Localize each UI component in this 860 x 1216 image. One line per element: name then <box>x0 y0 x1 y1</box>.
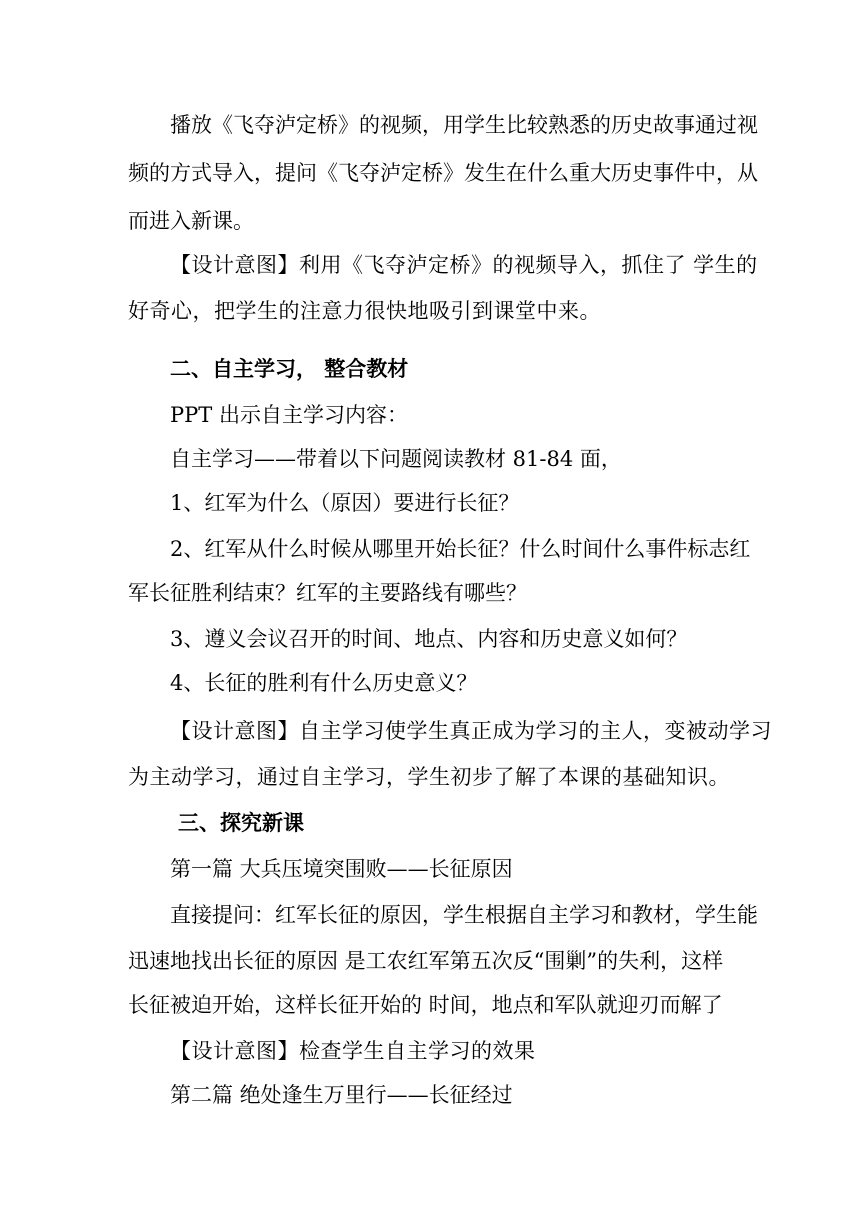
design-intent-1-line-1: 【设计意图】利用《飞夺泸定桥》的视频导入，抓住了 学生的 <box>170 253 758 277</box>
question-4: 4、长征的胜利有什么历史意义？ <box>170 671 478 695</box>
intro-line-3: 而进入新课。 <box>128 209 254 233</box>
part-1-line-1: 直接提问：红军长征的原因，学生根据自主学习和教材，学生能 <box>170 903 758 927</box>
intro-line-1: 播放《飞夺泸定桥》的视频，用学生比较熟悉的历史故事通过视 <box>170 113 758 137</box>
design-intent-1-line-2: 好奇心，把学生的注意力很快地吸引到课堂中来。 <box>128 299 601 323</box>
design-intent-2-line-2: 为主动学习，通过自主学习，学生初步了解了本课的基础知识。 <box>128 765 730 789</box>
question-2-line-1: 2、红军从什么时候从哪里开始长征？什么时间什么事件标志红 <box>170 537 751 561</box>
intro-line-2: 频的方式导入，提问《飞夺泸定桥》发生在什么重大历史事件中，从 <box>128 161 758 185</box>
section-3-heading: 三、探究新课 <box>178 811 304 835</box>
question-1: 1、红军为什么（原因）要进行长征？ <box>170 491 520 515</box>
part-1-line-3: 长征被迫开始，这样长征开始的 时间，地点和军队就迎刃而解了 <box>128 993 723 1017</box>
ppt-line: PPT 出示自主学习内容： <box>170 403 408 427</box>
section-2-heading: 二、自主学习， 整合教材 <box>170 357 409 381</box>
part-2-title: 第二篇 绝处逢生万里行——长征经过 <box>170 1083 513 1107</box>
question-2-line-2: 军长征胜利结束？红军的主要路线有哪些？ <box>128 581 527 605</box>
part-1-line-2: 迅速地找出长征的原因 是工农红军第五次反“围剿”的失利，这样 <box>128 949 724 973</box>
self-study-task: 自主学习——带着以下问题阅读教材 81-84 面， <box>170 447 622 471</box>
design-intent-2-line-1: 【设计意图】自主学习使学生真正成为学习的主人，变被动学习 <box>170 719 772 743</box>
question-3: 3、遵义会议召开的时间、地点、内容和历史意义如何？ <box>170 627 688 651</box>
design-intent-3: 【设计意图】检查学生自主学习的效果 <box>170 1039 536 1063</box>
part-1-title: 第一篇 大兵压境突围败——长征原因 <box>170 857 513 881</box>
